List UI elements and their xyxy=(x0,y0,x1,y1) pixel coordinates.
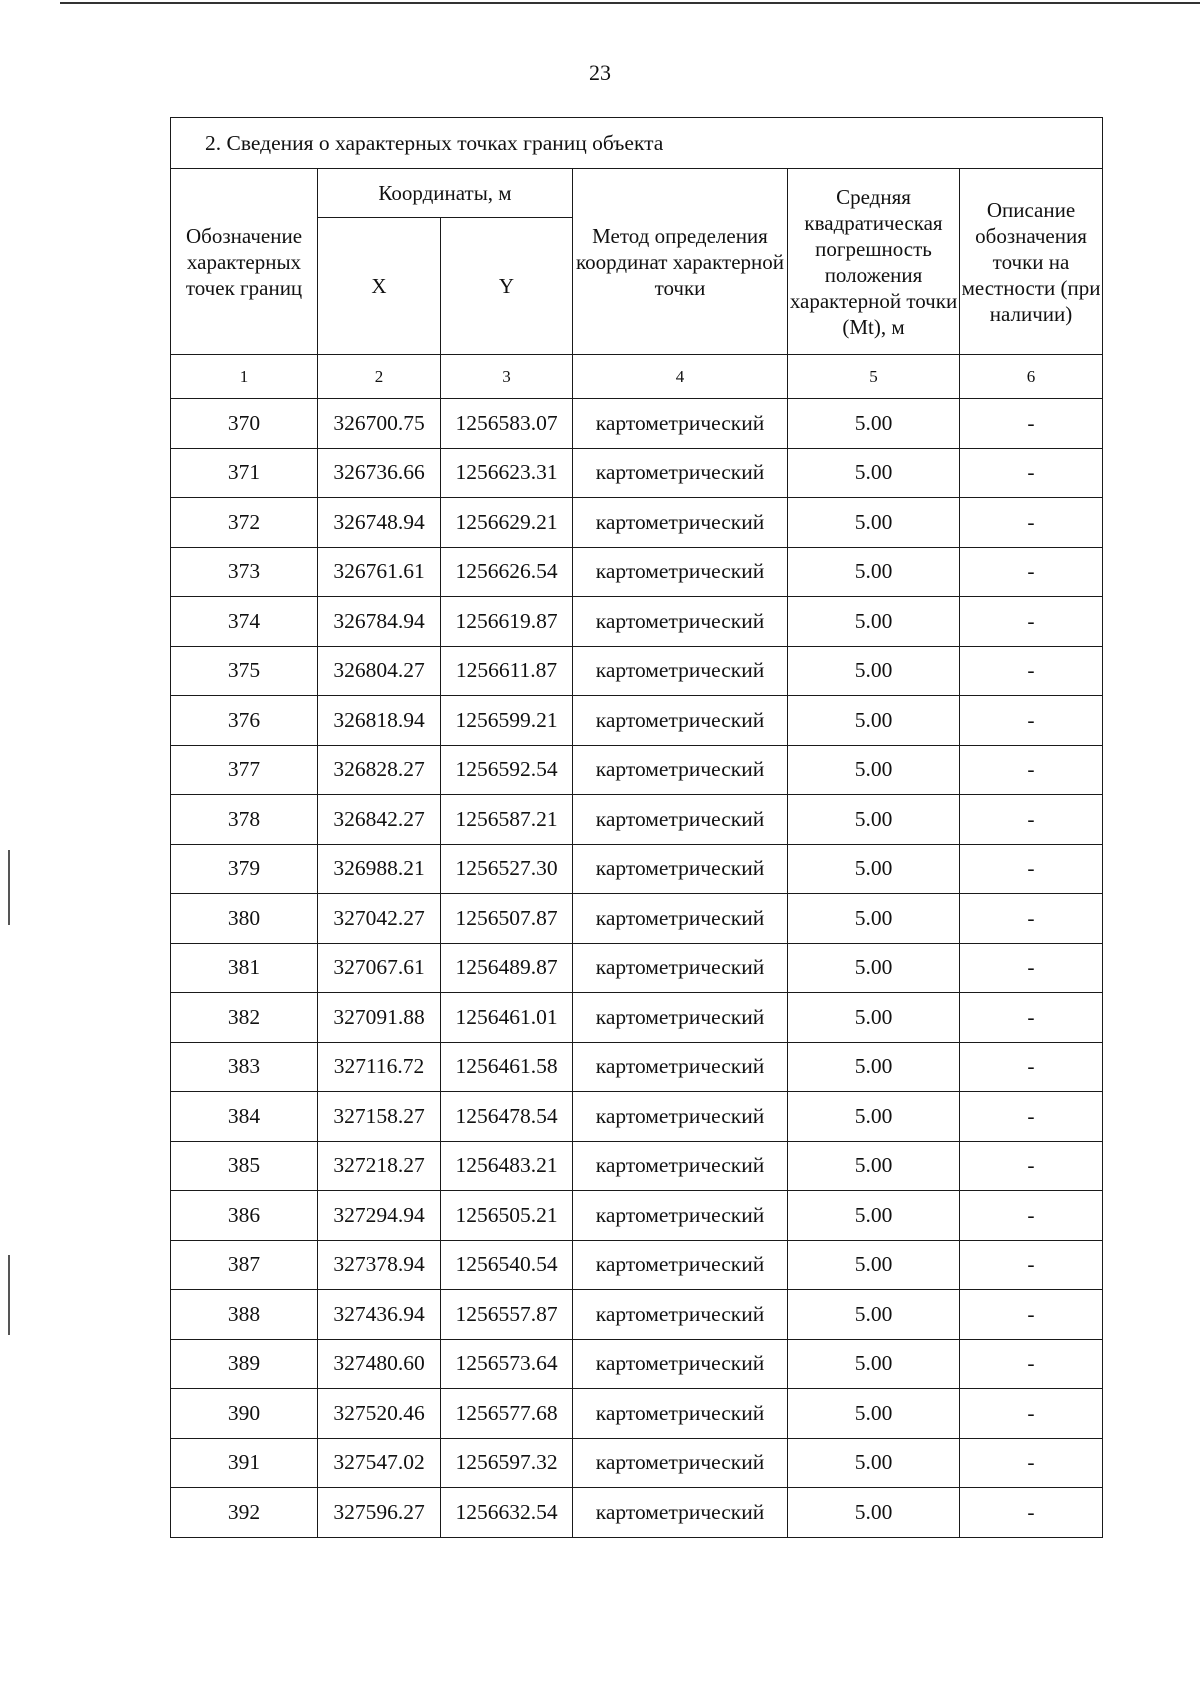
cell-x: 326748.94 xyxy=(318,498,441,548)
cell-description: - xyxy=(960,498,1103,548)
cell-description: - xyxy=(960,943,1103,993)
cell-description: - xyxy=(960,597,1103,647)
cell-error: 5.00 xyxy=(788,894,960,944)
cell-method: картометрический xyxy=(573,1240,788,1290)
cell-y: 1256619.87 xyxy=(441,597,573,647)
table-row xyxy=(171,1042,1103,1092)
cell-point: 384 xyxy=(171,1092,318,1142)
cell-x: 326784.94 xyxy=(318,597,441,647)
table-row xyxy=(171,1389,1103,1439)
cell-y: 1256489.87 xyxy=(441,943,573,993)
header-method: Метод определения координат характерной точки xyxy=(573,169,788,355)
cell-y: 1256507.87 xyxy=(441,894,573,944)
cell-error: 5.00 xyxy=(788,646,960,696)
cell-error: 5.00 xyxy=(788,795,960,845)
cell-method: картометрический xyxy=(573,1042,788,1092)
table-row xyxy=(171,696,1103,746)
cell-error: 5.00 xyxy=(788,943,960,993)
cell-point: 386 xyxy=(171,1191,318,1241)
cell-method: картометрический xyxy=(573,448,788,498)
column-number: 6 xyxy=(960,355,1103,399)
scan-margin-mark xyxy=(8,850,10,925)
cell-error: 5.00 xyxy=(788,1141,960,1191)
cell-description: - xyxy=(960,1042,1103,1092)
cell-method: картометрический xyxy=(573,646,788,696)
cell-description: - xyxy=(960,547,1103,597)
cell-y: 1256592.54 xyxy=(441,745,573,795)
header-x: X xyxy=(318,218,441,355)
scan-margin-mark xyxy=(8,1255,10,1335)
cell-description: - xyxy=(960,795,1103,845)
cell-description: - xyxy=(960,844,1103,894)
cell-error: 5.00 xyxy=(788,547,960,597)
cell-y: 1256573.64 xyxy=(441,1339,573,1389)
cell-error: 5.00 xyxy=(788,993,960,1043)
header-coords: Координаты, м xyxy=(318,169,573,218)
cell-point: 387 xyxy=(171,1240,318,1290)
cell-y: 1256623.31 xyxy=(441,448,573,498)
column-number: 5 xyxy=(788,355,960,399)
cell-error: 5.00 xyxy=(788,745,960,795)
cell-description: - xyxy=(960,696,1103,746)
cell-x: 327520.46 xyxy=(318,1389,441,1439)
cell-y: 1256597.32 xyxy=(441,1438,573,1488)
cell-x: 326736.66 xyxy=(318,448,441,498)
cell-x: 326828.27 xyxy=(318,745,441,795)
column-number: 1 xyxy=(171,355,318,399)
cell-point: 391 xyxy=(171,1438,318,1488)
header-point: Обозначение характерных точек границ xyxy=(171,169,318,355)
cell-point: 373 xyxy=(171,547,318,597)
cell-point: 390 xyxy=(171,1389,318,1439)
table-row xyxy=(171,498,1103,548)
cell-y: 1256461.58 xyxy=(441,1042,573,1092)
cell-description: - xyxy=(960,1092,1103,1142)
cell-y: 1256629.21 xyxy=(441,498,573,548)
cell-method: картометрический xyxy=(573,1141,788,1191)
cell-description: - xyxy=(960,1339,1103,1389)
cell-point: 372 xyxy=(171,498,318,548)
cell-y: 1256540.54 xyxy=(441,1240,573,1290)
table-row xyxy=(171,597,1103,647)
boundary-points-table xyxy=(170,117,1103,1538)
cell-x: 326804.27 xyxy=(318,646,441,696)
cell-point: 380 xyxy=(171,894,318,944)
cell-description: - xyxy=(960,1240,1103,1290)
cell-description: - xyxy=(960,1389,1103,1439)
cell-description: - xyxy=(960,399,1103,449)
scan-top-rule xyxy=(60,2,1200,4)
cell-y: 1256577.68 xyxy=(441,1389,573,1439)
cell-y: 1256587.21 xyxy=(441,795,573,845)
cell-method: картометрический xyxy=(573,745,788,795)
cell-description: - xyxy=(960,1438,1103,1488)
cell-error: 5.00 xyxy=(788,498,960,548)
cell-method: картометрический xyxy=(573,1438,788,1488)
cell-method: картометрический xyxy=(573,399,788,449)
table-row xyxy=(171,448,1103,498)
table-row xyxy=(171,1141,1103,1191)
cell-method: картометрический xyxy=(573,597,788,647)
cell-x: 326842.27 xyxy=(318,795,441,845)
table-row xyxy=(171,745,1103,795)
cell-method: картометрический xyxy=(573,795,788,845)
table-row xyxy=(171,1092,1103,1142)
cell-x: 327547.02 xyxy=(318,1438,441,1488)
cell-x: 327480.60 xyxy=(318,1339,441,1389)
table-row xyxy=(171,1438,1103,1488)
cell-x: 327116.72 xyxy=(318,1042,441,1092)
column-number-row xyxy=(171,355,1103,399)
cell-description: - xyxy=(960,1191,1103,1241)
cell-method: картометрический xyxy=(573,993,788,1043)
cell-description: - xyxy=(960,1290,1103,1340)
cell-method: картометрический xyxy=(573,844,788,894)
table-row xyxy=(171,547,1103,597)
header-y: Y xyxy=(441,218,573,355)
cell-point: 382 xyxy=(171,993,318,1043)
table-row xyxy=(171,894,1103,944)
cell-point: 381 xyxy=(171,943,318,993)
table-row xyxy=(171,1488,1103,1538)
page-number: 23 xyxy=(589,60,611,85)
cell-point: 383 xyxy=(171,1042,318,1092)
cell-method: картометрический xyxy=(573,1290,788,1340)
cell-x: 326761.61 xyxy=(318,547,441,597)
cell-error: 5.00 xyxy=(788,597,960,647)
column-number: 3 xyxy=(441,355,573,399)
cell-description: - xyxy=(960,448,1103,498)
cell-point: 375 xyxy=(171,646,318,696)
cell-error: 5.00 xyxy=(788,1240,960,1290)
cell-point: 378 xyxy=(171,795,318,845)
cell-point: 377 xyxy=(171,745,318,795)
cell-x: 327218.27 xyxy=(318,1141,441,1191)
table-row xyxy=(171,399,1103,449)
cell-method: картометрический xyxy=(573,1191,788,1241)
cell-x: 327436.94 xyxy=(318,1290,441,1340)
cell-error: 5.00 xyxy=(788,1488,960,1538)
cell-x: 327158.27 xyxy=(318,1092,441,1142)
cell-y: 1256461.01 xyxy=(441,993,573,1043)
cell-error: 5.00 xyxy=(788,1191,960,1241)
cell-y: 1256527.30 xyxy=(441,844,573,894)
cell-y: 1256478.54 xyxy=(441,1092,573,1142)
cell-method: картометрический xyxy=(573,1389,788,1439)
cell-x: 326700.75 xyxy=(318,399,441,449)
cell-description: - xyxy=(960,1488,1103,1538)
table-row xyxy=(171,646,1103,696)
cell-y: 1256611.87 xyxy=(441,646,573,696)
column-number: 2 xyxy=(318,355,441,399)
cell-y: 1256557.87 xyxy=(441,1290,573,1340)
header-description: Описание обозначения точки на местности (при наличии) xyxy=(960,169,1103,355)
cell-x: 327378.94 xyxy=(318,1240,441,1290)
cell-error: 5.00 xyxy=(788,1339,960,1389)
cell-x: 327042.27 xyxy=(318,894,441,944)
cell-description: - xyxy=(960,745,1103,795)
cell-x: 327067.61 xyxy=(318,943,441,993)
cell-point: 389 xyxy=(171,1339,318,1389)
table-row xyxy=(171,993,1103,1043)
cell-error: 5.00 xyxy=(788,844,960,894)
cell-description: - xyxy=(960,894,1103,944)
cell-method: картометрический xyxy=(573,696,788,746)
cell-point: 376 xyxy=(171,696,318,746)
cell-method: картометрический xyxy=(573,1092,788,1142)
cell-point: 374 xyxy=(171,597,318,647)
section-title: 2. Сведения о характерных точках границ объекта xyxy=(171,118,1103,169)
cell-error: 5.00 xyxy=(788,1092,960,1142)
header-error: Средняя квадратическая погрешность положения характерной точки (Mt), м xyxy=(788,169,960,355)
cell-y: 1256599.21 xyxy=(441,696,573,746)
cell-x: 326988.21 xyxy=(318,844,441,894)
cell-y: 1256483.21 xyxy=(441,1141,573,1191)
cell-method: картометрический xyxy=(573,1339,788,1389)
cell-method: картометрический xyxy=(573,894,788,944)
table-row xyxy=(171,1290,1103,1340)
table-row xyxy=(171,1240,1103,1290)
cell-error: 5.00 xyxy=(788,1042,960,1092)
cell-y: 1256626.54 xyxy=(441,547,573,597)
cell-point: 392 xyxy=(171,1488,318,1538)
cell-point: 370 xyxy=(171,399,318,449)
cell-x: 327091.88 xyxy=(318,993,441,1043)
cell-error: 5.00 xyxy=(788,696,960,746)
cell-method: картометрический xyxy=(573,943,788,993)
table-body xyxy=(171,399,1103,1538)
cell-x: 327596.27 xyxy=(318,1488,441,1538)
cell-error: 5.00 xyxy=(788,399,960,449)
cell-method: картометрический xyxy=(573,1488,788,1538)
cell-error: 5.00 xyxy=(788,1438,960,1488)
column-number: 4 xyxy=(573,355,788,399)
cell-point: 388 xyxy=(171,1290,318,1340)
cell-point: 379 xyxy=(171,844,318,894)
cell-y: 1256583.07 xyxy=(441,399,573,449)
cell-error: 5.00 xyxy=(788,448,960,498)
cell-description: - xyxy=(960,646,1103,696)
cell-error: 5.00 xyxy=(788,1290,960,1340)
table-row xyxy=(171,1339,1103,1389)
cell-method: картометрический xyxy=(573,498,788,548)
table-row xyxy=(171,1191,1103,1241)
cell-y: 1256632.54 xyxy=(441,1488,573,1538)
cell-point: 371 xyxy=(171,448,318,498)
cell-point: 385 xyxy=(171,1141,318,1191)
table-row xyxy=(171,943,1103,993)
cell-x: 327294.94 xyxy=(318,1191,441,1241)
cell-y: 1256505.21 xyxy=(441,1191,573,1241)
cell-method: картометрический xyxy=(573,547,788,597)
cell-description: - xyxy=(960,993,1103,1043)
cell-description: - xyxy=(960,1141,1103,1191)
table-row xyxy=(171,844,1103,894)
cell-x: 326818.94 xyxy=(318,696,441,746)
cell-error: 5.00 xyxy=(788,1389,960,1439)
table-row xyxy=(171,795,1103,845)
